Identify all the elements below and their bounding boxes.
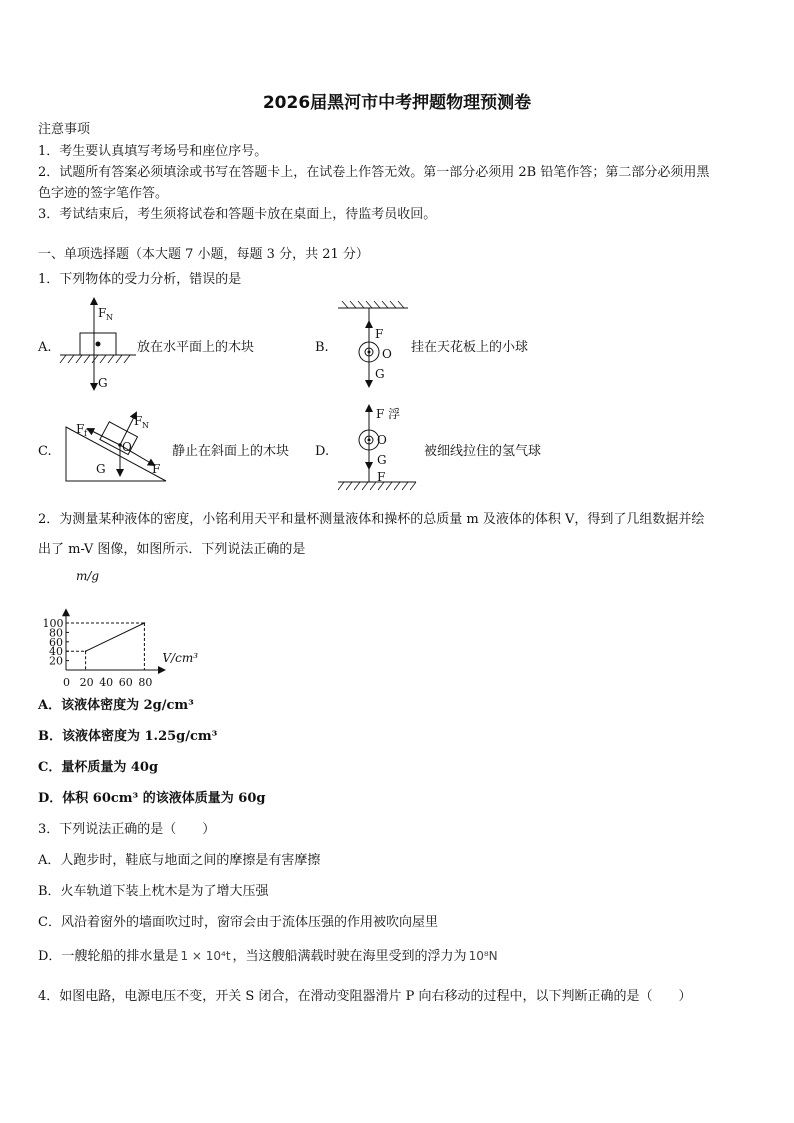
svg-text:G: G [377,453,387,467]
data-point [85,650,87,652]
y-tick-label: 60 [49,635,63,649]
notice-heading: 注意事项 [38,122,91,137]
svg-text:G: G [96,462,106,476]
y-tick-label: 20 [49,654,63,668]
y-axis-label: m/g [76,569,100,583]
q2-option-a: A．该液体密度为 2g/cm³ [38,698,194,713]
q1-option-c-text: 静止在斜面上的木块 [172,444,290,459]
q1-option-d-letter: D. [315,444,330,459]
q2-option-c: C．量杯质量为 40g [38,760,159,775]
svg-text:f: f [84,429,87,438]
label-fn: F [98,306,107,320]
notice-item: 1．考生要认真填写考场号和座位序号。 [38,144,268,159]
svg-text:O: O [382,347,392,361]
question-4-stem: 4．如图电路，电源电压不变，开关 S 闭合，在滑动变阻器滑片 P 向右移动的过程中，以下判断正确的是（ ） [38,989,692,1004]
x-tick-label: 40 [99,676,114,689]
question-3-stem: 3．下列说法正确的是（ ） [38,822,216,837]
svg-text:F: F [76,422,85,436]
q3-option-c: C．风沿着窗外的墙面吹过时，窗帘会由于流体压强的作用被吹向屋里 [38,915,438,930]
q2-option-b: B．该液体密度为 1.25g/cm³ [38,729,218,744]
x-tick-label: 20 [79,676,94,689]
svg-text:F 浮: F 浮 [376,407,401,421]
question-2-stem-line1: 2．为测量某种液体的密度，小铭利用天平和量杯测量液体和操杯的总质量 m 及液体的体积 V，得到了几组数据并绘 [38,512,705,527]
q2-option-d: D．体积 60cm³ 的该液体质量为 60g [38,791,266,806]
x-axis-label: V/cm³ [162,651,199,665]
notice-item: 色字迹的签字笔作答。 [38,186,169,201]
x-tick-label: 0 [63,676,70,689]
notice-item: 2．试题所有答案必须填涂或书写在答题卡上，在试卷上作答无效。第一部分必须用 2B 铅笔作答；第二部分必须用黑 [38,165,710,180]
svg-text:G: G [98,376,108,390]
formula-buoyancy: 10⁸N [468,949,498,963]
q3-option-d [38,947,498,966]
svg-text:N: N [142,421,149,430]
svg-text:F: F [375,327,384,341]
data-point [144,622,146,624]
svg-text:O: O [122,440,132,454]
m-v-chart [38,566,238,690]
y-tick-label: 80 [49,626,63,640]
svg-text:F: F [134,414,143,428]
q1-option-a-letter: A. [38,340,52,355]
svg-text:O: O [377,433,387,447]
q1-option-c-letter: C. [38,444,52,459]
q1-option-b-text: 挂在天花板上的小球 [411,340,529,355]
q3-option-d-text: D．一艘轮船的排水量是 [38,949,179,964]
x-tick-label: 80 [138,676,153,689]
svg-text:F: F [377,470,386,484]
svg-text:F: F [152,462,161,476]
question-1-stem: 1．下列物体的受力分析，错误的是 [38,272,242,287]
page-title: 2026届黑河市中考押题物理预测卷 [262,93,532,113]
question-2-stem-line2: 出了 m-V 图像，如图所示．下列说法正确的是 [38,542,306,557]
q3-option-d-mid: ，当这艘船满载时驶在海里受到的浮力为 [232,949,467,964]
svg-text:G: G [375,367,385,381]
x-tick-label: 60 [118,676,133,689]
y-tick-label: 100 [42,617,64,630]
formula-displacement: 1 × 10⁴t [180,949,231,963]
q3-option-b: B．火车轨道下装上枕木是为了增大压强 [38,884,269,899]
svg-text:N: N [106,313,113,322]
section-heading: 一、单项选择题（本大题 7 小题，每题 3 分，共 21 分） [38,247,369,262]
q1-diagram-c [62,405,172,487]
q1-option-b-letter: B. [315,340,329,355]
notice-item: 3．考试结束后，考生须将试卷和答题卡放在桌面上，待监考员收回。 [38,207,437,222]
q1-option-d-text: 被细线拉住的氢气球 [424,444,542,459]
q1-diagram-d [334,402,424,494]
q1-option-a-text: 放在水平面上的木块 [137,340,255,355]
series-line [86,623,145,651]
q1-diagram-b [332,300,422,390]
q3-option-a: A．人跑步时，鞋底与地面之间的摩擦是有害摩擦 [38,853,321,868]
y-tick-label: 40 [49,645,63,659]
q1-diagram-a [58,293,138,393]
